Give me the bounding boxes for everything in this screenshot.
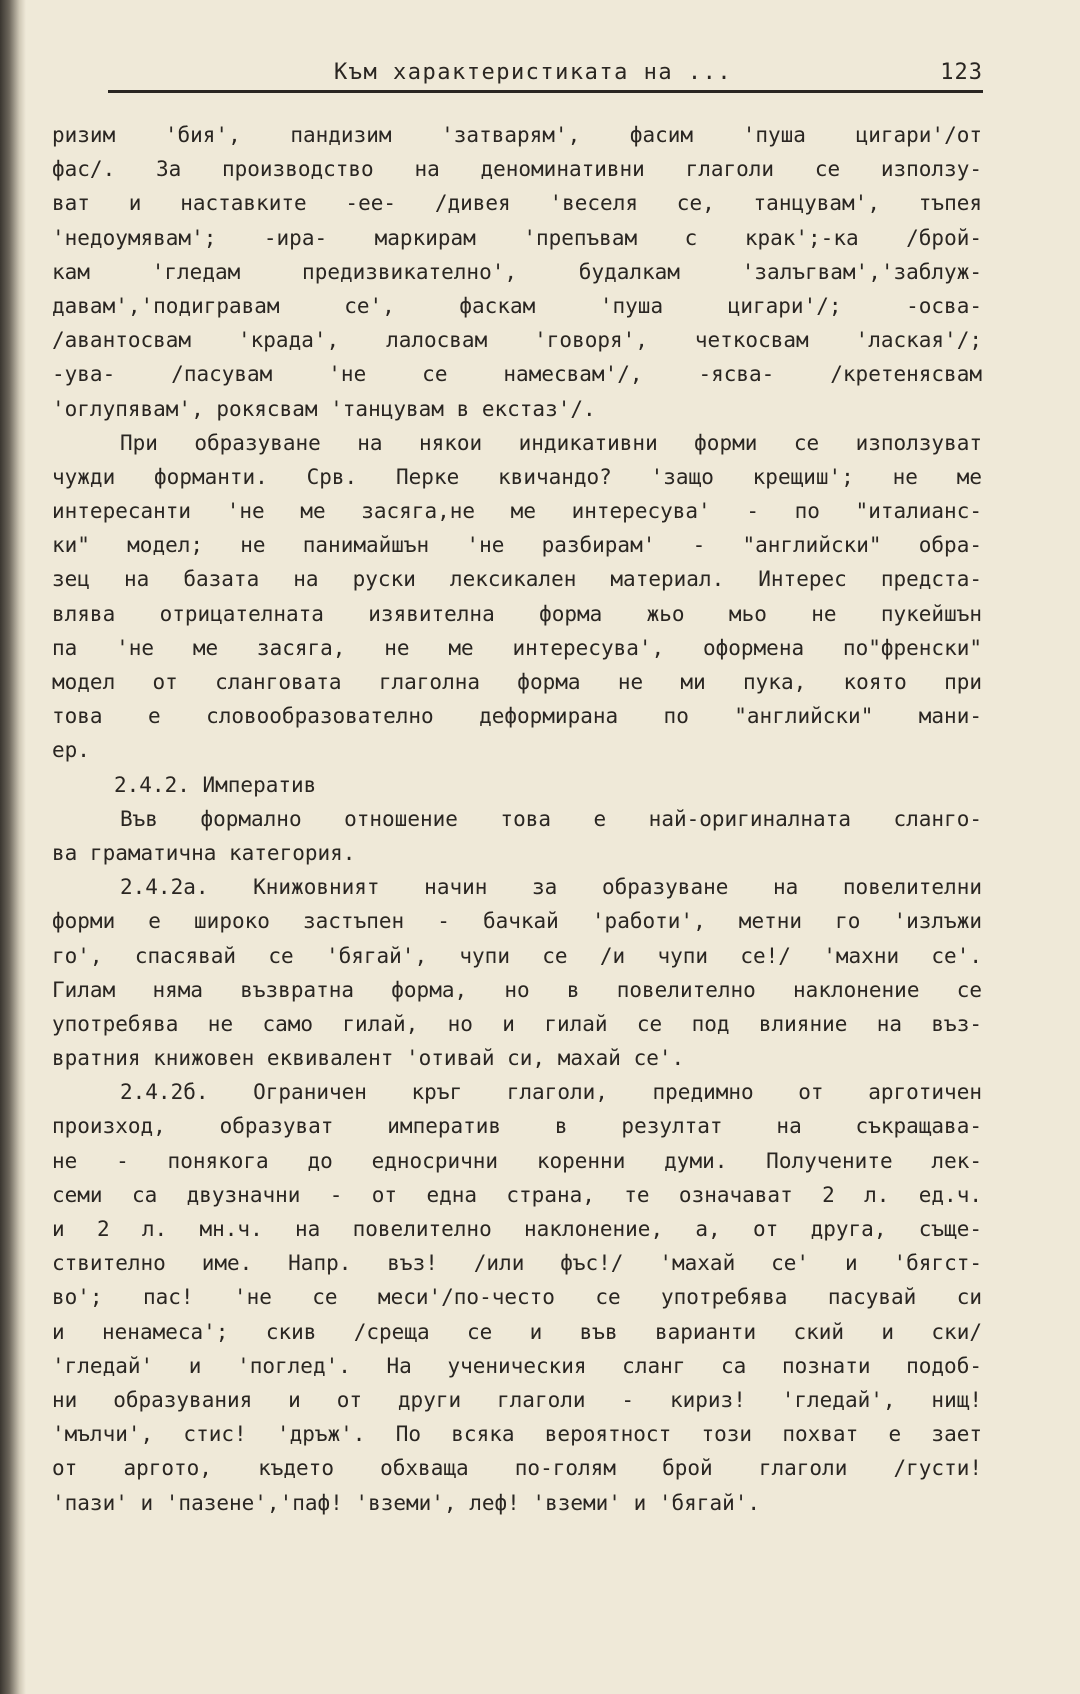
text-line: и 2 л. мн.ч. на повелително наклонение, а, от друга, съще- (52, 1217, 982, 1241)
text-line: от аргото, където обхваща по-голям брой глаголи /густи! (52, 1456, 982, 1481)
text-line: /авантосвам 'крада', лалосвам 'говоря', четкосвам 'лаская'/; (52, 328, 982, 353)
text-line: употребява не само гилай, но и гилай се под влияние на въз- (52, 1011, 982, 1036)
text-line: семи са двузначни - от една страна, те означават 2 л. ед.ч. (52, 1182, 982, 1207)
text-line: това е словообразователно деформирана по "английски" мани- (52, 704, 982, 729)
running-title: Към характеристиката на ... (334, 60, 733, 85)
running-header (108, 52, 983, 92)
text-line: чужди форманти. Срв. Перке квичандо? 'защо крещиш'; не ме (52, 464, 982, 489)
text-line: 'мълчи', стис! 'дръж'. По всяка вероятност този похват е зает (52, 1422, 982, 1447)
text-line: давам','подигравам се', фаскам 'пуша цигари'/; -осва- (52, 293, 982, 318)
text-line: ки" модел; не панимайшън 'не разбирам' - "английски" обра- (52, 533, 982, 558)
text-line: во'; пас! 'не се меси'/по-често се употребява пасувай си (52, 1285, 982, 1310)
text-line: вратния книжовен еквивалент 'отивай си, махай се'. (52, 1046, 685, 1071)
text-line: па 'не ме засяга, не ме интересува', оформена по"френски" (52, 635, 982, 660)
text-line: 'недоумявам'; -ира- маркирам 'препъвам с крак';-ка /брой- (52, 225, 982, 250)
text-line: ризим 'бия', пандизим 'затварям', фасим 'пуша цигари'/от (52, 123, 982, 147)
text-line: Във формално отношение това е най-оригиналната сланго- (120, 806, 982, 831)
text-line: ват и наставките -ее- /дивея 'веселя се, танцувам', тъпея (52, 191, 982, 216)
text-line: 'пази' и 'пазене','паф! 'вземи', леф! 'вземи' и 'бягай'. (52, 1490, 761, 1515)
section-heading: 2.4.2. Императив (114, 772, 317, 797)
text-line: форми е широко застъпен - бачкай 'работи', метни го 'излъжи (52, 909, 982, 934)
text-line: 'оглупявам', рокясвам 'танцувам в екстаз'/. (52, 396, 596, 421)
text-line: и ненамеса'; скив /среща се и във варианти ский и ски/ (52, 1319, 982, 1344)
text-line: влява отрицателната изявителна форма жьо мьо не пукейшън (52, 601, 982, 626)
text-line: ва граматична категория. (52, 840, 356, 865)
text-line: ствително име. Напр. въз! /или фъс!/ 'махай се' и 'бягст- (52, 1251, 982, 1276)
text-line: го', спасявай се 'бягай', чупи се /и чупи се!/ 'махни се'. (52, 943, 982, 968)
text-line: интересанти 'не ме засяга,не ме интересува' - по "италианс- (52, 499, 982, 524)
text-line: модел от сланговата глаголна форма не ми пука, която при (52, 670, 982, 694)
text-line: При образуване на някои индикативни форми се използуват (120, 430, 982, 455)
text-line: ни образувания и от други глаголи - кириз! 'гледай', нищ! (52, 1387, 982, 1412)
text-line: произход, образуват императив в резултат на съкращава- (52, 1114, 982, 1139)
text-line: Гилам няма възвратна форма, но в повелително наклонение се (52, 977, 982, 1002)
text-line: 2.4.2б. Ограничен кръг глаголи, предимно от арготичен (120, 1080, 982, 1105)
header-rule (108, 90, 983, 93)
text-line: 2.4.2а. Книжовният начин за образуване на повелителни (120, 875, 982, 900)
text-line: 'гледай' и 'поглед'. На ученическия сланг са познати подоб- (52, 1353, 982, 1378)
text-line: зец на базата на руски лексикален материал. Интерес предста- (52, 567, 982, 592)
text-line: кам 'гледам предизвикателно', будалкам 'залъгвам','заблуж- (52, 259, 982, 284)
text-line: ер. (52, 738, 90, 763)
body-text (52, 118, 982, 1520)
text-line: не - понякога до едносрични коренни думи. Получените лек- (52, 1148, 982, 1173)
text-line: фас/. За производство на деноминативни глаголи се използу- (52, 157, 982, 182)
page-number: 123 (940, 60, 983, 85)
text-line: -ува- /пасувам 'не се намесвам'/, -ясва- /кретенясвам (52, 362, 982, 387)
page-binding-shadow (0, 0, 26, 1694)
